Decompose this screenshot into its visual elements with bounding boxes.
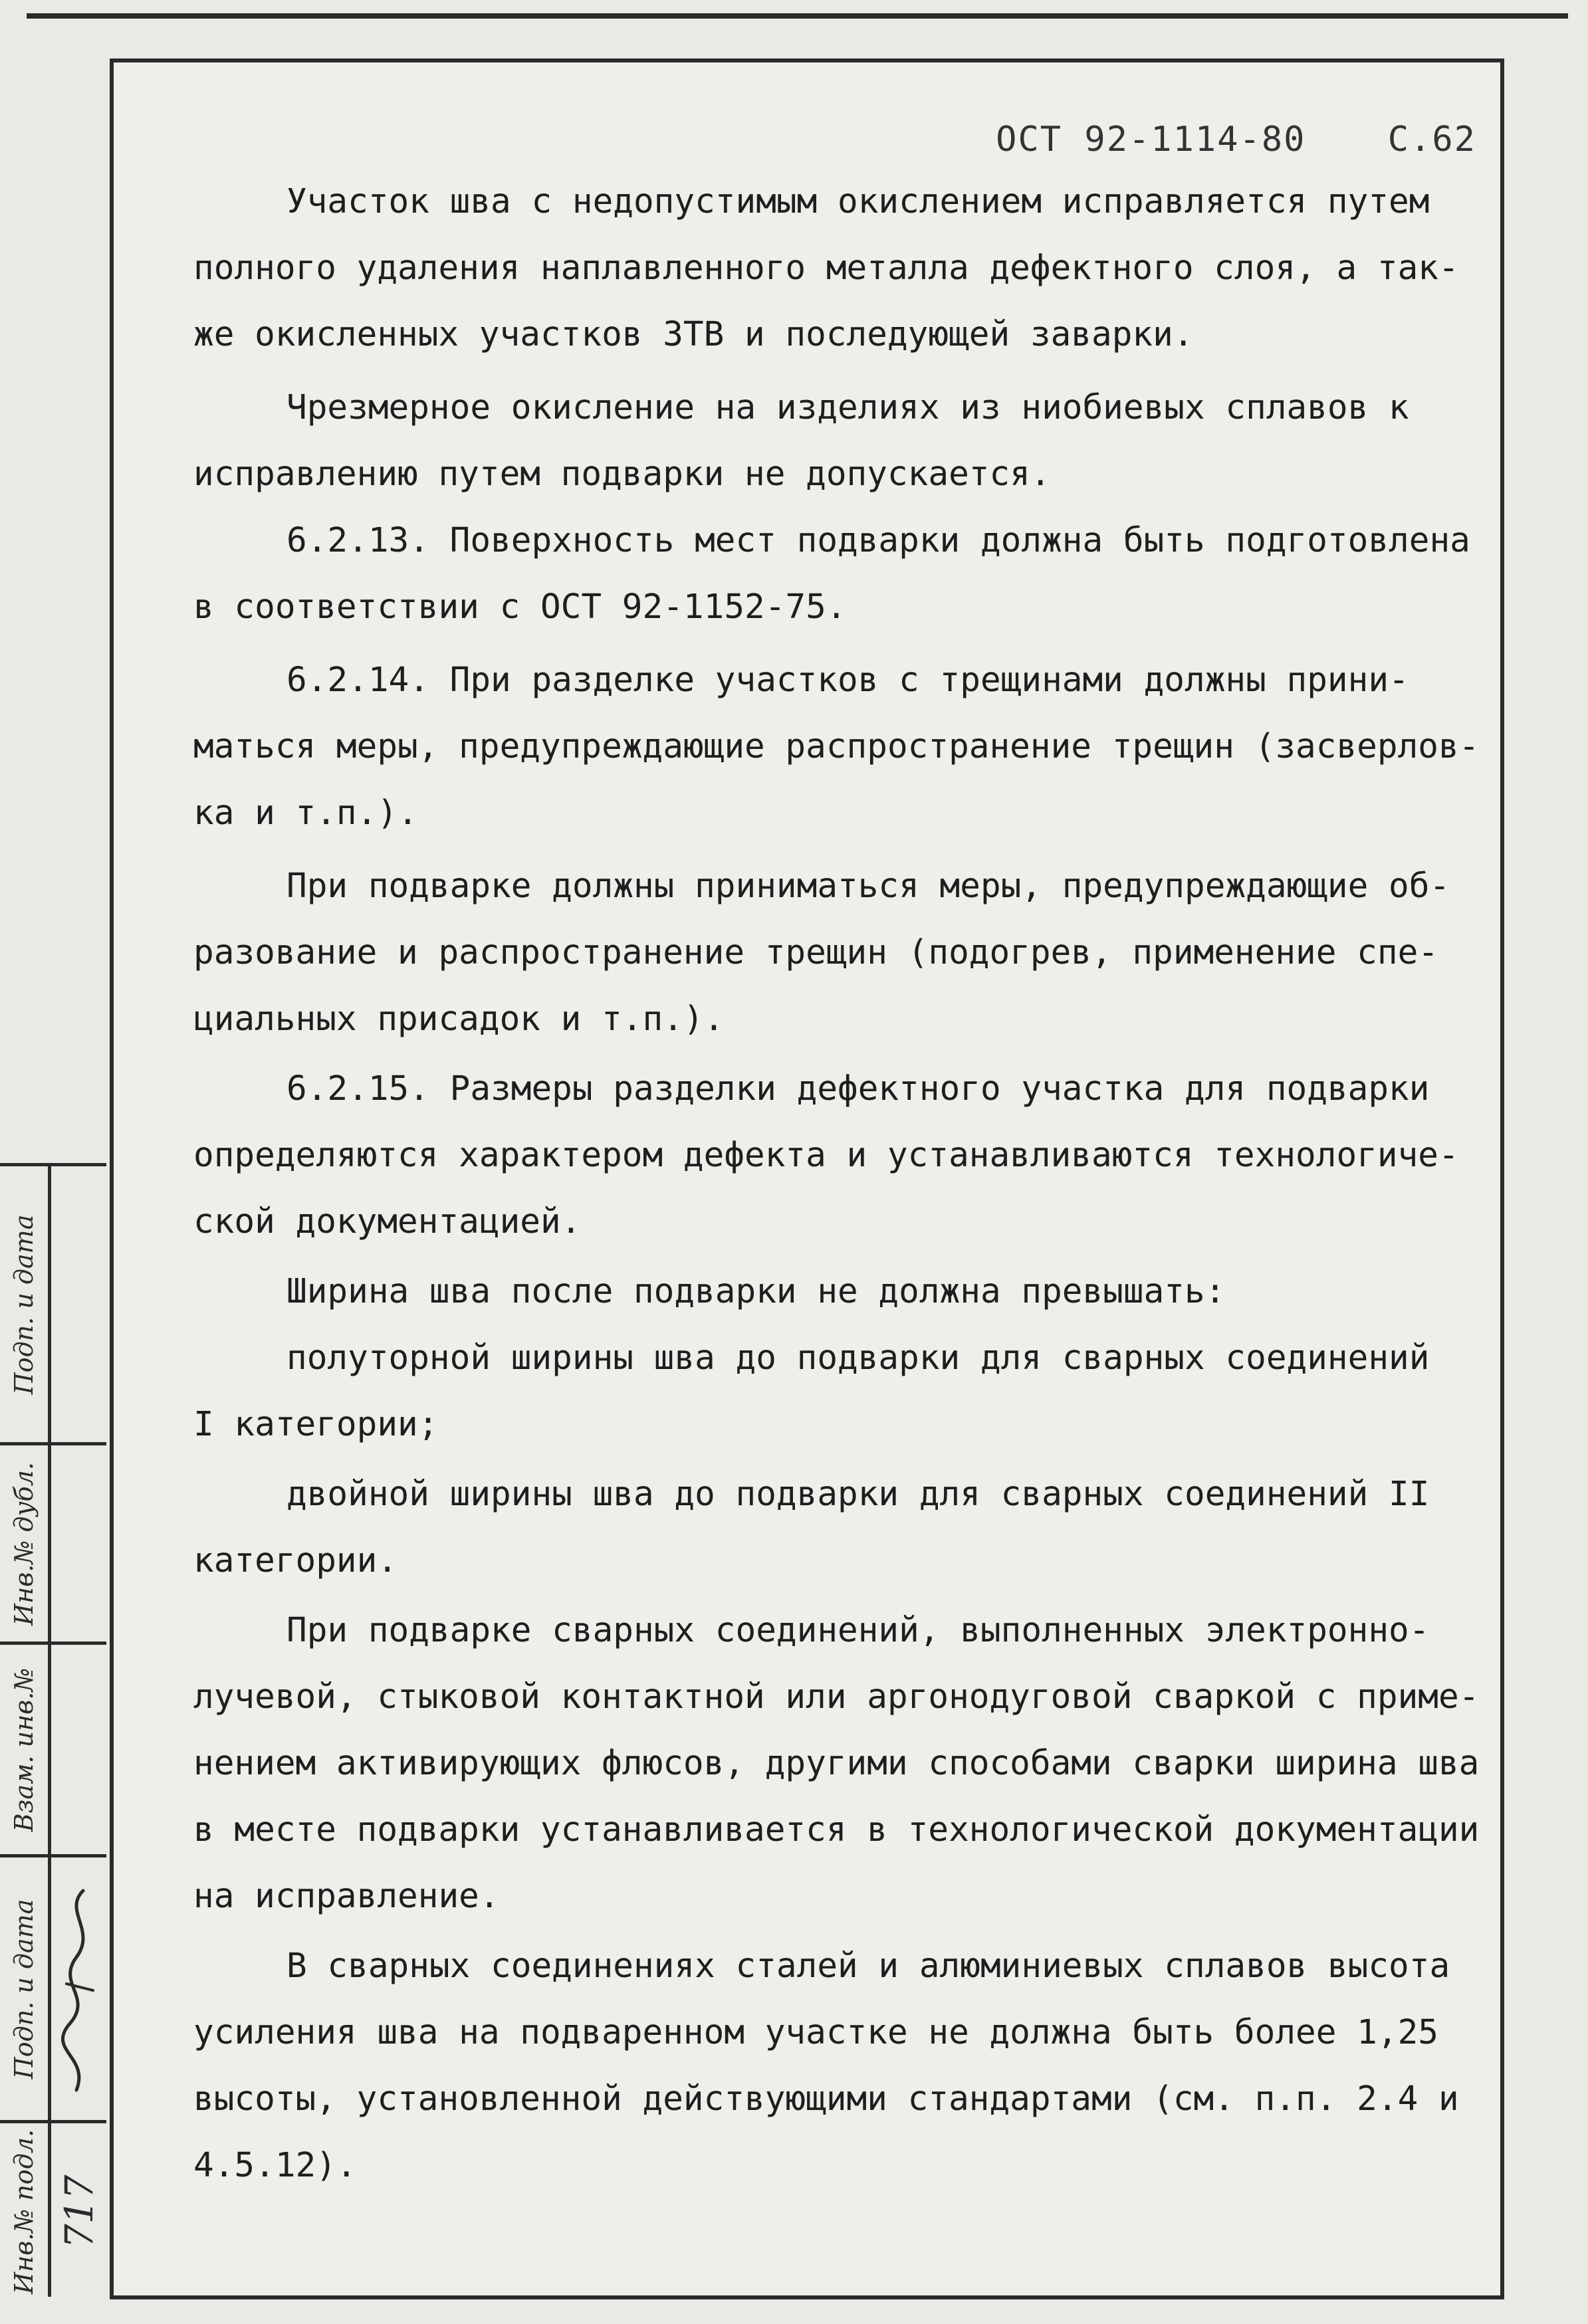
page-number: С.62	[1387, 120, 1476, 159]
text-line: на исправление.	[193, 1877, 500, 1916]
stamp-label: Взам. инв.№	[9, 1667, 39, 1832]
document-number: ОСТ 92-1114-80	[996, 120, 1306, 159]
text-line: 6.2.13. Поверхность мест подварки должна быть подготовлена	[286, 521, 1470, 560]
text-line: двойной ширины шва до подварки для сварных соединений II	[286, 1475, 1430, 1514]
text-line: полуторной ширины шва до подварки для сварных соединений	[286, 1338, 1430, 1378]
text-line: 4.5.12).	[193, 2146, 357, 2185]
signature-mark	[57, 1884, 103, 2103]
text-line: В сварных соединениях сталей и алюминиевых сплавов высота	[286, 1947, 1450, 1986]
text-line: Участок шва с недопустимым окислением исправляется путем	[286, 182, 1430, 221]
text-line: разование и распространение трещин (подогрев, применение спе-	[193, 933, 1438, 972]
stamp-label: Инв.№ подл.	[9, 2129, 39, 2295]
text-line: в месте подварки устанавливается в технологической документации	[193, 1810, 1480, 1849]
stamp-cell-sign-date	[0, 1166, 106, 1445]
stamp-label: Подп. и дата	[9, 1899, 39, 2079]
text-line: ской документацией.	[193, 1202, 582, 1241]
page-header	[996, 120, 1476, 159]
text-line: исправлению путем подварки не допускается.	[193, 455, 1051, 494]
stamp-cell-orig-inv	[0, 2123, 106, 2300]
stamp-cell-dup-inv	[0, 1445, 106, 1645]
text-line: маться меры, предупреждающие распространение трещин (засверлов-	[193, 727, 1480, 766]
stamp-cell-sign-date-2	[0, 1857, 106, 2123]
stamp-label: Инв.№ дубл.	[9, 1461, 39, 1626]
side-stamp	[0, 1163, 106, 2297]
text-line: 6.2.15. Размеры разделки дефектного участка для подварки	[286, 1069, 1430, 1109]
text-line: При подварке должны приниматься меры, предупреждающие об-	[286, 867, 1450, 906]
text-line: лучевой, стыковой контактной или аргонодуговой сваркой с приме-	[193, 1677, 1480, 1717]
text-line: в соответствии с ОСТ 92-1152-75.	[193, 587, 847, 627]
inventory-number: 717	[56, 2174, 102, 2249]
text-line: 6.2.14. При разделке участков с трещинами должны прини-	[286, 661, 1409, 700]
text-line: ка и т.п.).	[193, 793, 418, 833]
text-line: I категории;	[193, 1405, 439, 1444]
text-line: высоты, установленной действующими стандартами (см. п.п. 2.4 и	[193, 2079, 1459, 2119]
text-line: Ширина шва после подварки не должна превышать:	[286, 1272, 1226, 1311]
stamp-label: Подп. и дата	[9, 1214, 39, 1394]
text-line: полного удаления наплавленного металла дефектного слоя, а так-	[193, 249, 1459, 288]
text-line: же окисленных участков ЗТВ и последующей заварки.	[193, 315, 1194, 354]
top-border-rule	[27, 13, 1568, 19]
page-frame	[110, 58, 1504, 2299]
text-line: категории.	[193, 1541, 398, 1580]
text-line: усиления шва на подваренном участке не должна быть более 1,25	[193, 2013, 1438, 2052]
text-line: При подварке сварных соединений, выполненных электронно-	[286, 1611, 1430, 1650]
signature	[51, 1857, 106, 2120]
text-line: нением активирующих флюсов, другими способами сварки ширина шва	[193, 1744, 1480, 1783]
text-line: определяются характером дефекта и устанавливаются технологиче-	[193, 1136, 1459, 1175]
text-line: Чрезмерное окисление на изделиях из ниобиевых сплавов к	[286, 388, 1409, 427]
text-line: циальных присадок и т.п.).	[193, 1000, 725, 1039]
stamp-cell-replace-inv	[0, 1645, 106, 1857]
